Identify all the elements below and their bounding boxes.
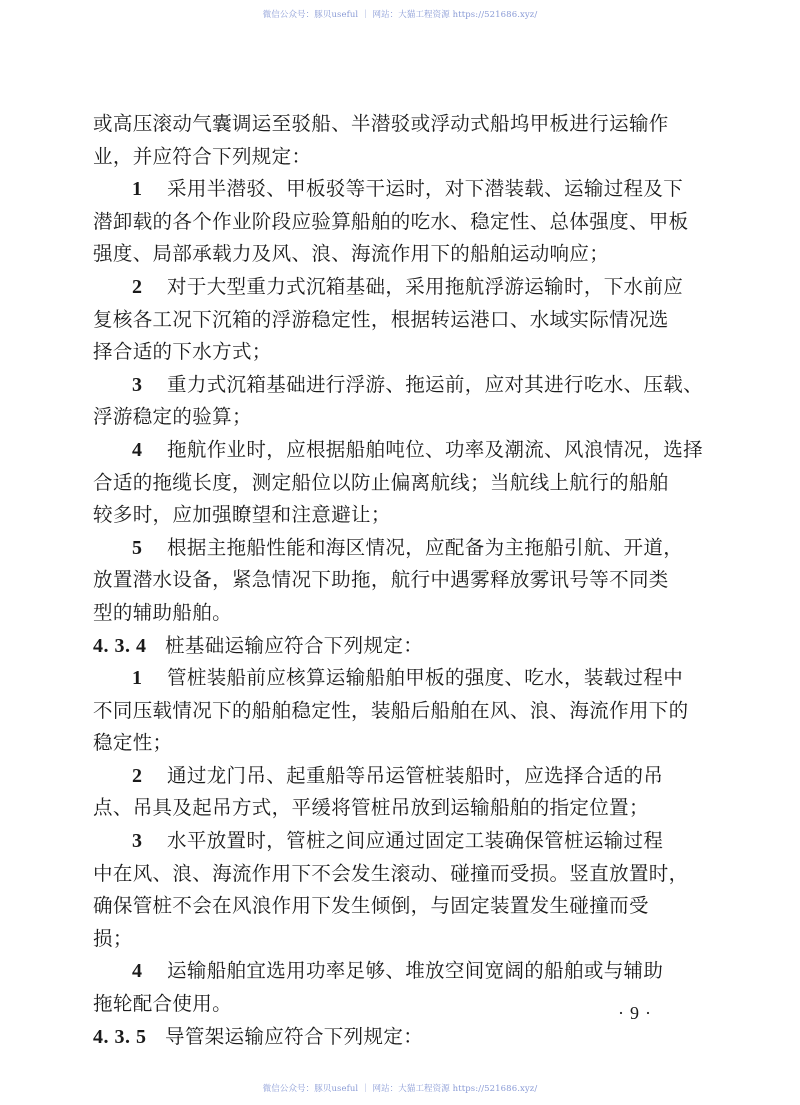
list-item-1 <box>93 173 703 206</box>
paragraph-line: 合适的拖缆长度，测定船位以防止偏离航线；当航线上航行的船舶 <box>93 470 669 494</box>
item-number: 2 <box>132 764 143 787</box>
list-item-4 <box>93 434 703 467</box>
paragraph-line: 业，并应符合下列规定： <box>93 144 312 168</box>
paragraph-line: 潜卸载的各个作业阶段应验算船舶的吃水、稳定性、总体强度、甲板 <box>93 209 689 233</box>
paragraph-line: 放置潜水设备，紧急情况下助拖，航行中遇雾释放雾讯号等不同类 <box>93 568 669 592</box>
item-text: 根据主拖船性能和海区情况，应配备为主拖船引航、开道， <box>167 535 684 559</box>
paragraph-line: 较多时，应加强瞭望和注意避让； <box>93 503 391 527</box>
list-item-5 <box>93 532 703 565</box>
paragraph-line: 择合适的下水方式； <box>93 340 272 364</box>
item-number: 2 <box>132 275 143 298</box>
watermark-bottom: 微信公众号：豚贝useful ｜ 网站：大猫工程资源 https://521686.xyz/ <box>262 1084 538 1094</box>
list-item-3 <box>93 369 703 402</box>
list-item-3 <box>93 825 703 858</box>
item-number: 5 <box>132 536 143 559</box>
paragraph-line: 不同压载情况下的船舶稳定性，装船后船舶在风、浪、海流作用下的 <box>93 698 689 722</box>
item-number: 1 <box>132 667 143 690</box>
paragraph-line: 损； <box>93 926 133 950</box>
section-heading-4-3-5 <box>93 1021 703 1054</box>
item-text: 运输船舶宜选用功率足够、堆放空间宽阔的船舶或与辅助 <box>167 959 664 983</box>
item-text: 采用半潜驳、甲板驳等干运时，对下潜装载、运输过程及下 <box>167 177 684 201</box>
item-text: 拖航作业时，应根据船舶吨位、功率及潮流、风浪情况，选择 <box>167 437 703 461</box>
page-number: ·9· <box>618 1003 657 1023</box>
paragraph-line: 或高压滚动气囊调运至驳船、半潜驳或浮动式船坞甲板进行运输作 <box>93 112 669 135</box>
paragraph-line: 稳定性； <box>93 731 173 755</box>
item-number: 3 <box>132 830 143 853</box>
list-item-4 <box>93 955 703 988</box>
item-text: 对于大型重力式沉箱基础，采用拖航浮游运输时，下水前应 <box>167 274 684 298</box>
section-title: 导管架运输应符合下列规定： <box>165 1024 424 1048</box>
section-heading-4-3-4 <box>93 630 703 663</box>
item-text: 水平放置时，管桩之间应通过固定工装确保管桩运输过程 <box>167 829 664 853</box>
paragraph-line: 强度、局部承载力及风、浪、海流作用下的船舶运动响应； <box>93 242 610 266</box>
paragraph-line: 拖轮配合使用。 <box>93 992 232 1016</box>
paragraph-line: 确保管桩不会在风浪作用下发生倾倒，与固定装置发生碰撞而受 <box>93 894 649 918</box>
list-item-2 <box>93 760 703 793</box>
item-number: 3 <box>132 373 143 396</box>
item-number: 1 <box>132 178 143 201</box>
section-title: 桩基础运输应符合下列规定： <box>165 633 424 657</box>
section-number: 4. 3. 4 <box>93 634 147 657</box>
paragraph-line: 浮游稳定的验算； <box>93 405 252 429</box>
document-page <box>93 108 703 1053</box>
section-number: 4. 3. 5 <box>93 1025 147 1048</box>
item-number: 4 <box>132 960 143 983</box>
item-number: 4 <box>132 438 143 461</box>
paragraph-line: 中在风、浪、海流作用下不会发生滚动、碰撞而受损。竖直放置时， <box>93 861 689 885</box>
watermark-top: 微信公众号：豚贝useful ｜ 网站：大猫工程资源 https://521686.xyz/ <box>262 10 538 20</box>
list-item-2 <box>93 271 703 304</box>
item-text: 重力式沉箱基础进行浮游、拖运前，应对其进行吃水、压载、 <box>167 372 703 396</box>
list-item-1 <box>93 662 703 695</box>
item-text: 管桩装船前应核算运输船舶甲板的强度、吃水，装载过程中 <box>167 666 684 690</box>
paragraph-line: 型的辅助船舶。 <box>93 600 232 624</box>
item-text: 通过龙门吊、起重船等吊运管桩装船时，应选择合适的吊 <box>167 763 664 787</box>
paragraph-line: 复核各工况下沉箱的浮游稳定性，根据转运港口、水域实际情况选 <box>93 307 669 331</box>
paragraph-line: 点、吊具及起吊方式，平缓将管桩吊放到运输船舶的指定位置； <box>93 796 649 820</box>
